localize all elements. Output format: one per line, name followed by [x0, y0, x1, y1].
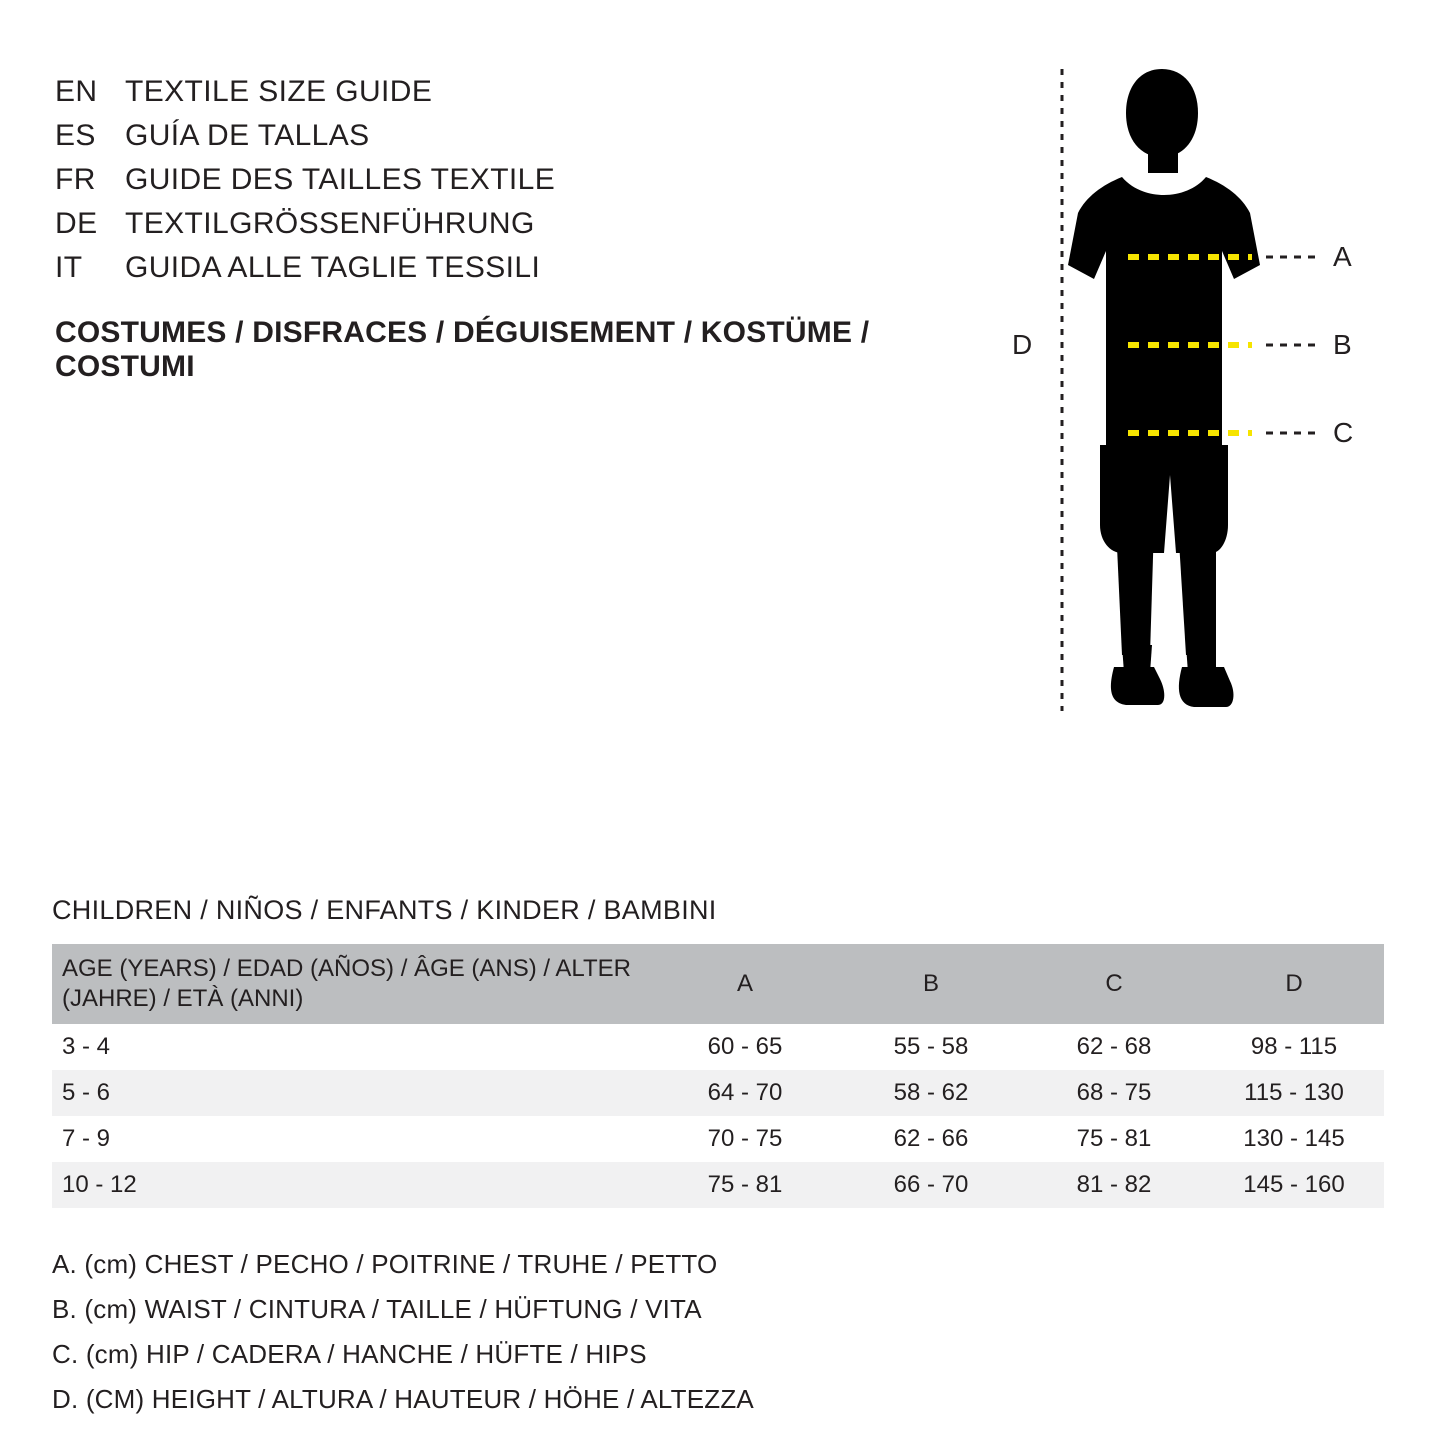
diagram-label-d: D	[1012, 329, 1033, 360]
language-text-fr: GUIDE DES TAILLES TEXTILE	[125, 163, 556, 196]
language-code-es: ES	[55, 119, 96, 152]
child-silhouette	[1068, 69, 1260, 707]
cell-a: 75 - 81	[652, 1162, 838, 1208]
table-header-row	[52, 944, 1384, 1024]
language-code-it: IT	[55, 251, 83, 284]
legend-item-a: A. (cm) CHEST / PECHO / POITRINE / TRUHE / PETTO	[52, 1249, 718, 1279]
legend-item-c: C. (cm) HIP / CADERA / HANCHE / HÜFTE / HIPS	[52, 1339, 647, 1369]
table-row	[52, 1162, 1384, 1208]
table-row	[52, 1116, 1384, 1162]
cell-age: 7 - 9	[52, 1116, 652, 1162]
size-table	[52, 944, 1384, 1208]
column-header-a: A	[652, 944, 838, 1024]
table-row	[52, 1024, 1384, 1070]
language-row-en	[55, 70, 975, 114]
costumes-heading: COSTUMES / DISFRACES / DÉGUISEMENT / KOSTÜME / COSTUMI	[55, 316, 870, 383]
cell-d: 115 - 130	[1204, 1070, 1384, 1116]
cell-c: 81 - 82	[1024, 1162, 1204, 1208]
language-row-fr	[55, 158, 975, 202]
cell-c: 62 - 68	[1024, 1024, 1204, 1070]
language-row-es	[55, 114, 975, 158]
language-row-de	[55, 202, 975, 246]
cell-d: 145 - 160	[1204, 1162, 1384, 1208]
cell-a: 70 - 75	[652, 1116, 838, 1162]
language-text-en: TEXTILE SIZE GUIDE	[125, 75, 433, 108]
cell-age: 10 - 12	[52, 1162, 652, 1208]
cell-b: 58 - 62	[838, 1070, 1024, 1116]
cell-a: 64 - 70	[652, 1070, 838, 1116]
cell-age: 3 - 4	[52, 1024, 652, 1070]
cell-b: 55 - 58	[838, 1024, 1024, 1070]
cell-d: 98 - 115	[1204, 1024, 1384, 1070]
children-section-title: CHILDREN / NIÑOS / ENFANTS / KINDER / BAMBINI	[52, 895, 717, 925]
language-code-fr: FR	[55, 163, 96, 196]
cell-b: 66 - 70	[838, 1162, 1024, 1208]
column-header-c: C	[1024, 944, 1204, 1024]
diagram-label-b: B	[1333, 329, 1352, 360]
diagram-label-c: C	[1333, 417, 1354, 448]
language-list	[55, 70, 975, 384]
cell-age: 5 - 6	[52, 1070, 652, 1116]
cell-a: 60 - 65	[652, 1024, 838, 1070]
cell-c: 75 - 81	[1024, 1116, 1204, 1162]
language-text-de: TEXTILGRÖSSENFÜHRUNG	[125, 207, 535, 240]
language-row-it	[55, 246, 975, 290]
measurement-diagram	[990, 55, 1410, 735]
cell-c: 68 - 75	[1024, 1070, 1204, 1116]
legend-item-b: B. (cm) WAIST / CINTURA / TAILLE / HÜFTUNG / VITA	[52, 1294, 702, 1324]
language-code-de: DE	[55, 207, 98, 240]
size-table-section	[52, 895, 1397, 1422]
diagram-label-a: A	[1333, 241, 1352, 272]
language-text-es: GUÍA DE TALLAS	[125, 119, 370, 152]
cell-b: 62 - 66	[838, 1116, 1024, 1162]
column-header-age: AGE (YEARS) / EDAD (AÑOS) / ÂGE (ANS) / ALTER (JAHRE) / ETÀ (ANNI)	[52, 944, 652, 1024]
language-text-it: GUIDA ALLE TAGLIE TESSILI	[125, 251, 541, 284]
table-row	[52, 1070, 1384, 1116]
language-code-en: EN	[55, 75, 98, 108]
legend-item-d: D. (CM) HEIGHT / ALTURA / HAUTEUR / HÖHE / ALTEZZA	[52, 1384, 754, 1414]
column-header-d: D	[1204, 944, 1384, 1024]
measurement-legend	[52, 1242, 1397, 1422]
column-header-b: B	[838, 944, 1024, 1024]
cell-d: 130 - 145	[1204, 1116, 1384, 1162]
